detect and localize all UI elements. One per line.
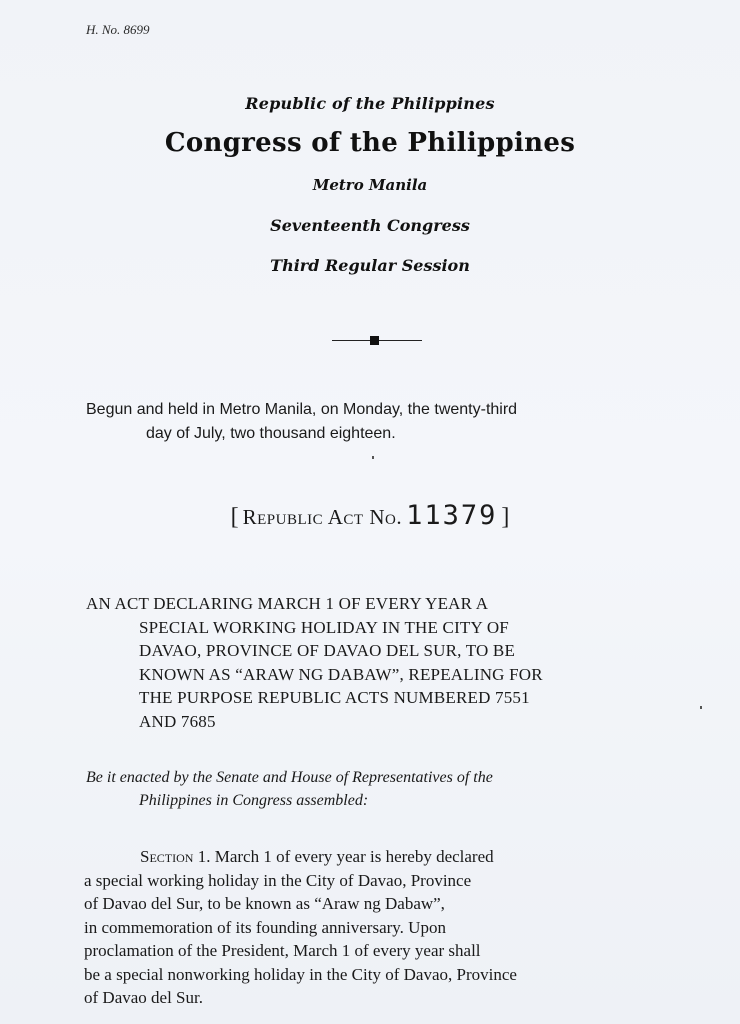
ra-number: 11379 (406, 500, 498, 531)
begun-statement (86, 398, 676, 446)
scan-speck (700, 706, 702, 709)
title-line: KNOWN AS “ARAW NG DABAW”, REPEALING FOR (139, 664, 543, 684)
divider-ornament (370, 336, 379, 345)
section-1 (84, 845, 674, 1010)
section-heading: Section 1. (140, 847, 211, 866)
section-line: a special working holiday in the City of Davao, Province (84, 870, 472, 890)
begun-line-2: day of July, two thousand eighteen. (146, 425, 396, 442)
header-location: Metro Manila (312, 176, 428, 194)
title-line: THE PURPOSE REPUBLIC ACTS NUMBERED 7551 (139, 688, 530, 707)
header-republic: Republic of the Philippines (245, 94, 495, 113)
ra-close-bracket: ] (501, 504, 510, 530)
ra-open-bracket: [ (230, 504, 239, 530)
title-line: SPECIAL WORKING HOLIDAY IN THE CITY OF (139, 617, 509, 637)
section-line: of Davao del Sur, to be known as “Araw ng Dabaw”, (84, 894, 445, 913)
header-congress-number: Seventeenth Congress (270, 216, 470, 235)
section-line: in commemoration of its founding anniversary. Upon (84, 917, 446, 937)
section-line (84, 845, 674, 869)
begun-line-1: Begun and held in Metro Manila, on Monday, the twenty-third (86, 401, 518, 418)
header-session: Third Regular Session (270, 256, 470, 275)
title-line: AN ACT DECLARING MARCH 1 OF EVERY YEAR A (86, 594, 489, 613)
section-line: proclamation of the President, March 1 of every year shall (84, 941, 481, 960)
title-line: DAVAO, PROVINCE OF DAVAO DEL SUR, TO BE (139, 641, 516, 660)
bill-number: H. No. 8699 (86, 22, 150, 37)
section-line: of Davao del Sur. (84, 988, 203, 1007)
title-line: AND 7685 (139, 711, 216, 731)
section-line: be a special nonworking holiday in the City of Davao, Province (84, 964, 517, 984)
enacting-clause (86, 766, 676, 812)
enacting-line: Philippines in Congress assembled: (139, 792, 369, 809)
section-text: March 1 of every year is hereby declared (214, 847, 494, 866)
header-congress: Congress of the Philippines (164, 128, 576, 158)
scan-speck (372, 456, 374, 459)
republic-act-heading (0, 500, 740, 531)
act-title (86, 592, 676, 733)
enacting-line: Be it enacted by the Senate and House of Representatives of the (86, 769, 493, 786)
ra-label: Republic Act No. (242, 505, 403, 529)
